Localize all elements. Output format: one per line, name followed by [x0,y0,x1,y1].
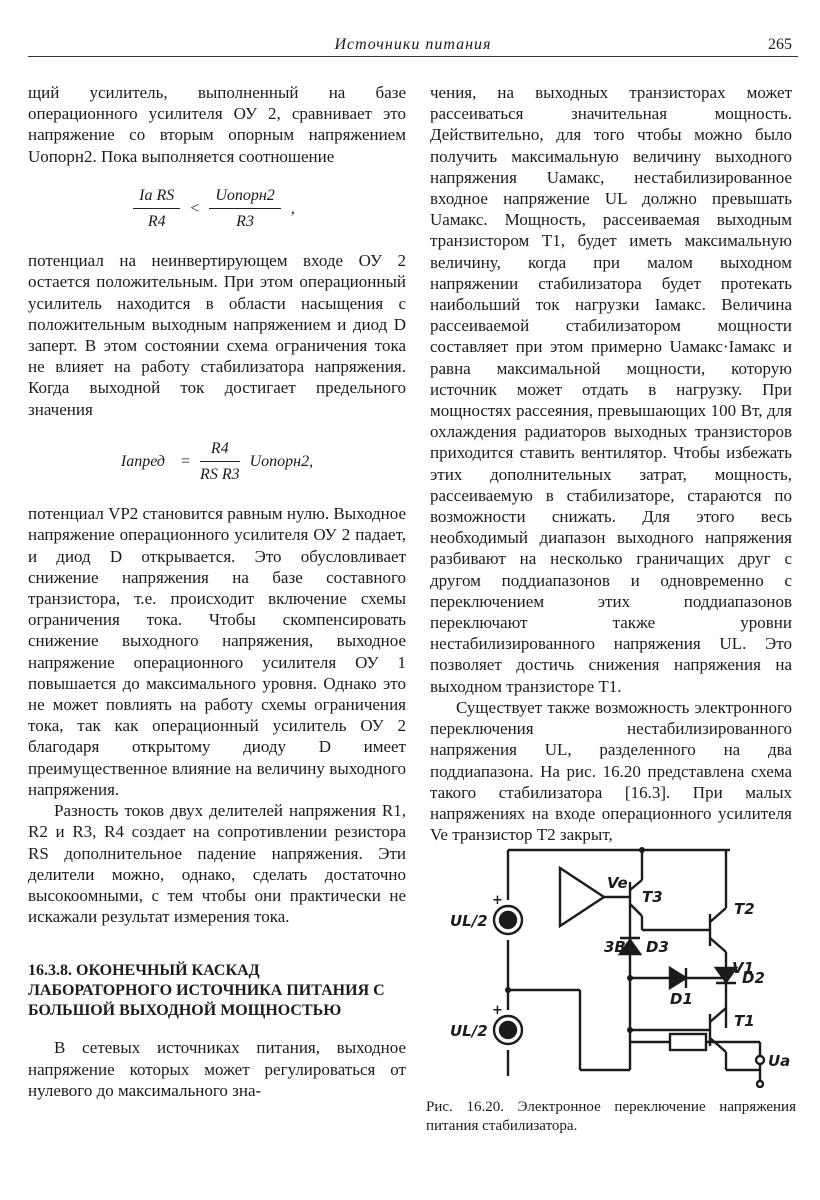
label-ua: Ua [768,1052,791,1070]
fraction-denominator: R3 [236,213,254,231]
label-plus-bottom: + [492,1003,503,1018]
label-d3: D3 [646,938,669,956]
paragraph: чения, на выходных транзисторах может рассеиваться значительная мощность. Действительно, для того чтобы можно было получить максимальную величину выходного напряжения Uaмакс, нестабилизированное входное напряжение UL должно превышать Uaмакс. Мощность, рассеиваемая выходным транзистором T1, будет иметь максимальную величину, когда при малом выходном напряжении стабилизатора будет протекать наибольший ток нагрузки Iaмакс. Величина рассеиваемой стабилизатором мощности составляет при этом примерно Uaмакс·Iaмакс и равна максимальной мощности, которую источник может отдать в нагрузку. При мощностях рассеяния, превышающих 100 Вт, для охлаждения радиаторов выходных транзисторов приходится ставить вентилятор. Чтобы избежать этих дополнительных затрат, мощность, рассеиваемую в стабилизаторе, стараются по возможности снижать. Для этого весь необходимый диапазон выходного напряжения разбивают на несколько граничащих друг с другом поддиапазонов и одновременно с переключением этих поддиапазонов переключают также уровни нестабилизированного напряжения UL. Это позволяет достичь снижения напряжения на выходном транзисторе T1. [430,83,792,696]
label-plus-top: + [492,893,503,908]
paragraph: щий усилитель, выполненный на базе операционного усилителя ОУ 2, сравнивает это напряжение со вторым опорным напряжением Uопорн2. Пока выполняется соотношение [28,83,406,166]
right-column [430,82,792,845]
relation-sign: < [190,199,200,217]
section-heading: 16.3.8. ОКОНЕЧНЫЙ КАСКАД ЛАБОРАТОРНОГО ИСТОЧНИКА ПИТАНИЯ С БОЛЬШОЙ ВЫХОДНОЙ МОЩНОСТЬЮ [28,962,385,1020]
fraction-denominator: RS R3 [200,466,240,484]
label-d1: D1 [670,990,693,1008]
fraction-numerator: R4 [200,438,240,462]
label-ve: Ve [607,874,628,892]
formula-tail: , [290,199,295,217]
label-ul-bottom: UL/2 [450,1022,488,1040]
label-t2: T2 [734,900,755,918]
label-t3: T3 [642,888,663,906]
circuit-figure [430,830,792,1093]
label-ul-top: UL/2 [450,912,488,930]
formula-limit-current [28,438,406,485]
label-v1: V1 [732,959,755,977]
fraction-numerator: Ia RS [133,185,180,209]
label-zener-voltage: 3В [604,938,626,956]
figure-caption: Рис. 16.20. Электронное переключение напряжения питания стабилизатора. [426,1099,796,1134]
fraction-numerator: Uопорн2 [209,185,281,209]
running-title: Источники питания [334,36,492,53]
paragraph: Существует также возможность электронного переключения нестабилизированного напряжения UL, разделенного на два поддиапазона. На рис. 16.20 представлена схема такого стабилизатора [16.3]. При малых напряжениях на входе операционного усилителя Ve транзистор T2 закрыт, [430,697,792,845]
fraction-denominator: R4 [147,213,166,231]
paragraph: потенциал на неинвертирующем входе ОУ 2 остается положительным. При этом операционный усилитель находится в области насыщения с положительным выходным напряжением и диод D заперт. В этом состоянии схема ограничения тока не влияет на работу стабилизатора напряжения. Когда выходной ток достигает предельного значения [28,251,406,419]
circuit-diagram [430,830,792,1088]
paragraph: потенциал VP2 становится равным нулю. Выходное напряжение операционного усилителя ОУ 2 падает, и диод D открывается. Это обусловливает снижение напряжения на базе составного транзистора, т.е. происходит включение схемы ограничения тока. Чтобы скомпенсировать снижение выходного напряжения, выходное напряжение операционного усилителя ОУ 1 повышается до максимального уровня. Однако это не может повлиять на работу схемы ограничения тока, так как операционный усилитель ОУ 2 благодаря открытому диоду D имеет преимущественное влияние на величину выходного напряжения. [28,504,407,799]
label-d2: D2 [742,969,765,987]
page-header [28,32,798,57]
paragraph: Разность токов двух делителей напряжения R1, R2 и R3, R4 создает на сопротивлении резистора RS дополнительное падение напряжения. Эти делители можно, однако, сделать достаточно высокоомными, с тем чтобы они практически не искажали результат измерения тока. [28,801,406,927]
page-number: 265 [768,36,792,53]
equals-sign: = [181,452,191,470]
formula-tail: Uопорн2, [249,452,314,470]
paragraph: В сетевых источниках питания, выходное напряжение которых может регулироваться от нулевого до максимального зна- [28,1038,406,1100]
left-column [28,82,406,1101]
formula-current-condition [28,185,406,232]
formula-lhs: Iaпред [120,452,166,470]
label-t1: T1 [734,1012,755,1030]
